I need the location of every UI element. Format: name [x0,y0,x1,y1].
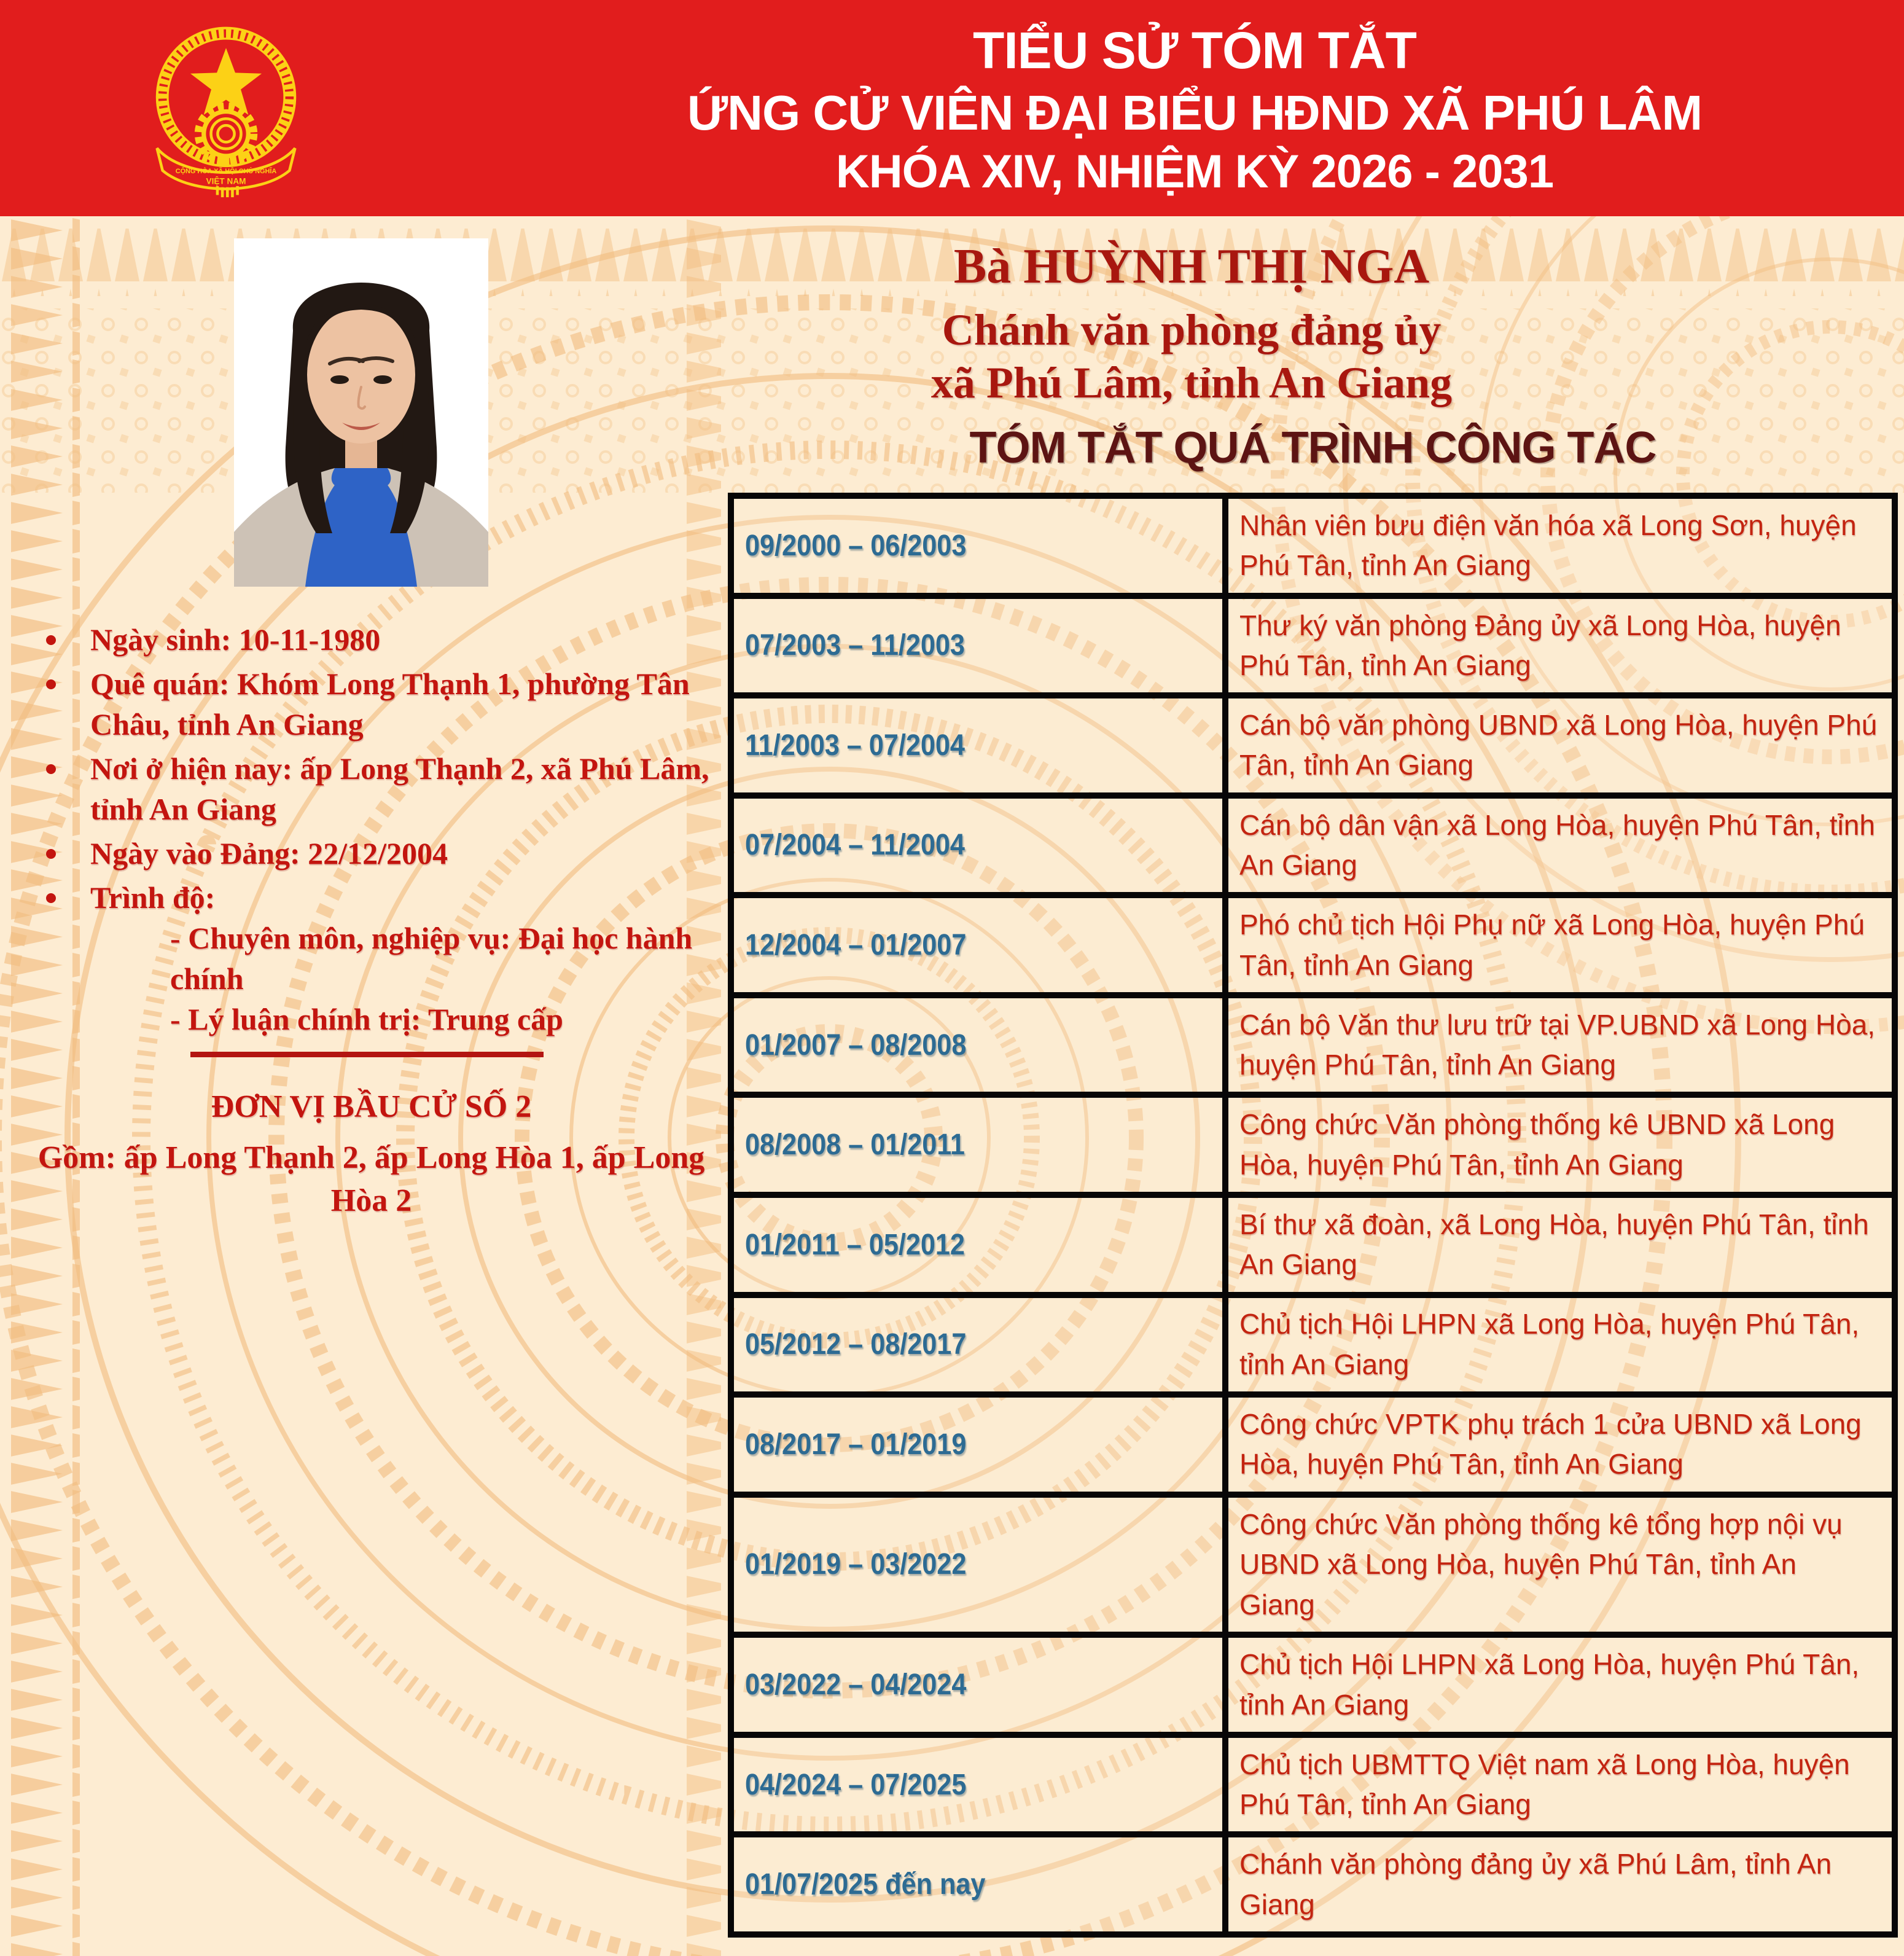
poster-title: TIỂU SỬ TÓM TẮT [973,22,1416,79]
table-row [731,1495,1895,1635]
info-item-text: Quê quán: Khóm Long Thạnh 1, phường Tân Châu, tỉnh An Giang [90,667,690,741]
table-row [731,496,1895,596]
position-text: Chủ tịch Hội LHPN xã Long Hòa, huyện Phú Tân, tỉnh An Giang [1239,1308,1860,1380]
period-cell [731,496,1225,596]
position-text: Chủ tịch UBMTTQ Việt nam xã Long Hòa, huyện Phú Tân, tỉnh An Giang [1239,1748,1850,1821]
position-text: Nhân viên bưu điện văn hóa xã Long Sơn, huyện Phú Tân, tỉnh An Giang [1239,509,1857,582]
emblem-ribbon-text-2: VIỆT NAM [206,176,246,186]
period-text: 11/2003 – 07/2004 [745,729,965,762]
period-text: 01/2007 – 08/2008 [745,1028,967,1062]
position-cell [1225,1395,1895,1495]
candidate-name: Bà HUỲNH THỊ NGA [953,240,1430,294]
education-professional: - Chuyên môn, nghiệp vụ: Đại học hành chính [170,921,693,996]
candidate-position-line1: Chánh văn phòng đảng ủy [942,305,1442,354]
personal-info-items [34,619,722,1039]
period-text: 09/2000 – 06/2003 [745,529,967,562]
career-history-table [728,493,1898,1938]
table-row [731,1195,1895,1295]
poster-term: KHÓA XIV, NHIỆM KỲ 2026 - 2031 [835,146,1554,198]
info-item-text: Ngày sinh: 10-11-1980 [90,622,381,657]
period-cell [731,596,1225,696]
position-cell [1225,1495,1895,1635]
period-text: 01/2011 – 05/2012 [745,1228,965,1261]
position-cell [1225,1295,1895,1395]
info-item-hometown [34,663,722,745]
electoral-unit-description: Gồm: ấp Long Thạnh 2, ấp Long Hòa 1, ấp Long Hòa 2 [37,1140,705,1218]
education-political: - Lý luận chính trị: Trung cấp [170,1002,563,1036]
position-cell [1225,1635,1895,1735]
position-text: Công chức VPTK phụ trách 1 cửa UBND xã Long Hòa, huyện Phú Tân, tỉnh An Giang [1239,1408,1862,1481]
period-cell [731,1095,1225,1195]
period-text: 07/2003 – 11/2003 [745,629,965,662]
info-item-text: Trình độ: [90,880,216,915]
header-titles [547,18,1843,201]
table-row [731,1834,1895,1934]
info-item-party-date [34,833,722,874]
table-row [731,695,1895,796]
position-text: Cán bộ Văn thư lưu trữ tại VP.UBND xã Long Hòa, huyện Phú Tân, tỉnh An Giang [1239,1008,1876,1081]
period-cell [731,1495,1225,1635]
info-item-text: Ngày vào Đảng: 22/12/2004 [90,836,448,870]
period-text: 08/2008 – 01/2011 [745,1129,965,1162]
period-text: 01/07/2025 đến nay [745,1868,986,1901]
period-cell [731,1195,1225,1295]
personal-info-list [34,619,722,1043]
position-cell [1225,895,1895,995]
position-text: Công chức Văn phòng thống kê UBND xã Long Hòa, huyện Phú Tân, tỉnh An Giang [1239,1108,1835,1181]
period-cell [731,796,1225,896]
candidate-position-line2: xã Phú Lâm, tỉnh An Giang [931,358,1453,408]
position-cell [1225,1095,1895,1195]
info-item-birthdate [34,619,722,660]
position-cell [1225,496,1895,596]
period-text: 07/2004 – 11/2004 [745,829,965,862]
emblem-ribbon-text-1: CỘNG HÒA XÃ HỘI CHỦ NGHĨA [175,168,277,176]
header-banner [0,0,1904,216]
table-row [731,1635,1895,1735]
position-text: Thư ký văn phòng Đảng ủy xã Long Hòa, huyện Phú Tân, tỉnh An Giang [1239,609,1841,681]
electoral-unit-title: ĐƠN VỊ BẦU CỬ SỐ 2 [211,1089,532,1124]
table-row [731,796,1895,896]
period-cell [731,695,1225,796]
period-cell [731,1834,1225,1934]
candidate-photo [234,238,488,587]
portrait-illustration [234,238,488,587]
period-cell [731,1635,1225,1735]
info-item-education [34,877,722,1039]
table-row [731,1295,1895,1395]
position-cell [1225,695,1895,796]
position-cell [1225,796,1895,896]
vietnam-national-emblem-icon [142,16,310,200]
period-cell [731,1295,1225,1395]
position-text: Bí thư xã đoàn, xã Long Hòa, huyện Phú Tân, tỉnh An Giang [1239,1208,1869,1281]
position-cell [1225,596,1895,696]
table-row [731,995,1895,1095]
position-text: Chủ tịch Hội LHPN xã Long Hòa, huyện Phú Tân, tỉnh An Giang [1239,1648,1860,1721]
electoral-unit-block [29,1086,714,1222]
position-cell [1225,1834,1895,1934]
period-cell [731,895,1225,995]
table-row [731,596,1895,696]
table-row [731,1735,1895,1835]
career-section-title: TÓM TẮT QUÁ TRÌNH CÔNG TÁC [969,423,1656,472]
position-text: Cán bộ dân vận xã Long Hòa, huyện Phú Tân, tỉnh An Giang [1239,808,1875,881]
table-row [731,1095,1895,1195]
table-row [731,895,1895,995]
position-text: Phó chủ tịch Hội Phụ nữ xã Long Hòa, huyện Phú Tân, tỉnh An Giang [1239,909,1865,981]
period-text: 08/2017 – 01/2019 [745,1428,967,1461]
period-text: 03/2022 – 04/2024 [745,1668,967,1702]
info-item-residence [34,748,722,829]
period-text: 04/2024 – 07/2025 [745,1768,967,1801]
position-text: Chánh văn phòng đảng ủy xã Phú Lâm, tỉnh An Giang [1239,1848,1832,1920]
info-item-text: Nơi ở hiện nay: ấp Long Thạnh 2, xã Phú Lâm, tỉnh An Giang [90,751,709,826]
position-text: Công chức Văn phòng thống kê tổng hợp nội vụ UBND xã Long Hòa, huyện Phú Tân, tỉnh An Giang [1239,1508,1843,1621]
poster-subtitle: ỨNG CỬ VIÊN ĐẠI BIỂU HĐND XÃ PHÚ LÂM [687,85,1703,141]
position-text: Cán bộ văn phòng UBND xã Long Hòa, huyện Phú Tân, tỉnh An Giang [1239,709,1878,781]
period-cell [731,1735,1225,1835]
period-cell [731,1395,1225,1495]
position-cell [1225,995,1895,1095]
period-text: 05/2012 – 08/2017 [745,1328,967,1361]
table-row [731,1395,1895,1495]
period-text: 01/2019 – 03/2022 [745,1548,967,1581]
red-divider-line [190,1052,544,1057]
period-cell [731,995,1225,1095]
candidate-name-block [608,240,1775,410]
position-cell [1225,1195,1895,1295]
period-text: 12/2004 – 01/2007 [745,929,967,962]
position-cell [1225,1735,1895,1835]
